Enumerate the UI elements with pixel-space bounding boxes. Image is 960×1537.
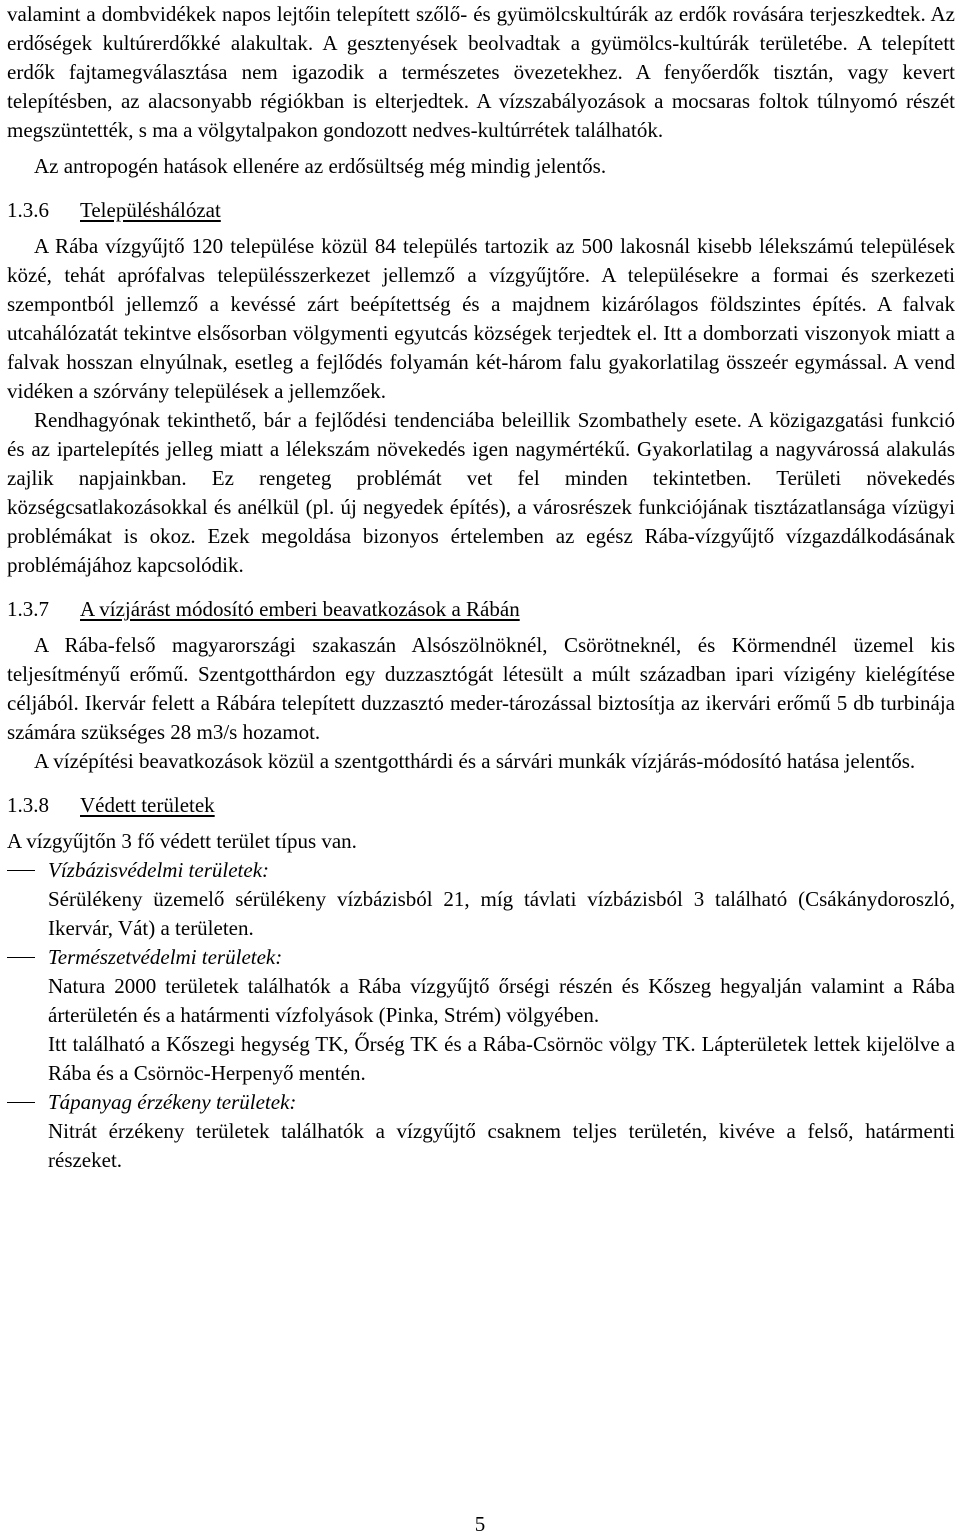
protected-area-item <box>7 943 955 1088</box>
section-heading-1-3-7 <box>7 595 955 624</box>
section-number: 1.3.6 <box>7 198 49 222</box>
page-number: 5 <box>474 1512 486 1536</box>
settlement-paragraph-2: Rendhagyónak tekinthető, bár a fejlődési tendenciába beleillik Szombathely esete. A közigazgatási funkció és az ipartelepítés jelleg miatt a lélekszám növekedés igen nagymértékű. Gyakorlatilag a nagyvárossá alakulás zajlik napjainkban. Ez rengeteg problémát vet fel minden tekintetben. Területi növekedés községcsatlakozásokkal és anélkül (pl. új negyedek építés), a városrészek funkciójának tisztázatlansága vízügyi problémákat is okoz. Ezek megoldása bizonyos értelemben az egész Rába-vízgyűjtő vízgazdálkodásának problémájához kapcsolódik. <box>7 408 955 577</box>
item-label: Vízbázisvédelmi területek: <box>48 858 270 882</box>
section-title: Településhálózat <box>80 198 221 222</box>
item-text: Itt található a Kőszegi hegység TK, Őrség TK és a Rába-Csörnöc völgy TK. Lápterületek lettek kijelölve a Rába és a Csörnöc-Herpenyő mentén. <box>48 1032 955 1085</box>
item-text: Sérülékeny üzemelő sérülékeny vízbázisból 21, míg távlati vízbázisból 3 található (Csákánydoroszló, Ikervár, Vát) a területen. <box>48 887 955 940</box>
settlement-paragraph-1: A Rába vízgyűjtő 120 települése közül 84 település tartozik az 500 lakosnál kisebb lélekszámú települések közé, tehát aprófalvas településszerkezet jellemző a vízgyűjtőre. A településekre a formai és szerkezeti szempontból jellemző a kevéssé zárt beépítettség és a majdnem kizárólagos földszintes építés. A falvak utcahálózatát tekintve elsősorban völgymenti egyutcás községek terjedtek el. Itt a domborzati viszonyok miatt a falvak hosszan elnyúlnak, esetleg a fejlődés folyamán két-három falu gyakorlatilag összeér egymással. A vend vidéken a szórvány települések a jellemzőek. <box>7 234 955 403</box>
section-heading-1-3-6 <box>7 196 955 225</box>
protected-area-item <box>7 856 955 943</box>
section-title: A vízjárást módosító emberi beavatkozások a Rábán <box>80 597 520 621</box>
protected-area-item <box>7 1088 955 1175</box>
section-title: Védett területek <box>80 793 215 817</box>
dash-bullet <box>7 957 35 958</box>
dash-bullet <box>7 1102 35 1103</box>
intervention-paragraph-1: A Rába-felső magyarországi szakaszán Alsószölnöknél, Csörötneknél, és Körmendnél üzemel kis teljesítményű erőmű. Szentgotthárdon egy duzzasztógát létesült a múlt században ipari vízigény kielégítése céljából. Ikervár felett a Rábára telepített duzzasztó meder-tározással biztosítja az ikervári erőmű 5 db turbinája számára szükséges 28 m3/s hozamot. <box>7 633 955 744</box>
section-number: 1.3.7 <box>7 597 49 621</box>
intro-paragraph: valamint a dombvidékek napos lejtőin telepített szőlő- és gyümölcskultúrák az erdők rovására terjeszkedtek. Az erdőségek kultúrerdőkké alakultak. A gesztenyések beolvadtak a gyümölcs-kultúrák területébe. A telepített erdők fajtamegválasztása nem igazodik a természetes övezetekhez. A fenyőerdők tisztán, vagy kevert telepítésben, az alacsonyabb régiókban is elterjedtek. A vízszabályozások a mocsaras foltok túlnyomó részét megszüntették, s ma a völgytalpakon gondozott nedves-kultúrrétek találhatók. <box>7 2 955 142</box>
protected-areas-intro: A vízgyűjtőn 3 fő védett terület típus van. <box>7 829 357 853</box>
item-label: Természetvédelmi területek: <box>48 945 283 969</box>
item-label: Tápanyag érzékeny területek: <box>48 1090 297 1114</box>
item-text: Natura 2000 területek találhatók a Rába vízgyűjtő őrségi részén és Kőszeg hegyalján valamint a Rába árterületén és a határmenti vízfolyások (Pinka, Strém) völgyében. <box>48 974 955 1027</box>
dash-bullet <box>7 870 35 871</box>
intro-paragraph-2: Az antropogén hatások ellenére az erdősültség még mindig jelentős. <box>34 154 607 178</box>
document-page <box>7 0 955 1175</box>
intervention-paragraph-2: A vízépítési beavatkozások közül a szentgotthárdi és a sárvári munkák vízjárás-módosító hatása jelentős. <box>34 749 916 773</box>
item-text: Nitrát érzékeny területek találhatók a vízgyűjtő csaknem teljes területén, kivéve a felső, határmenti részeket. <box>48 1119 955 1172</box>
section-heading-1-3-8 <box>7 791 955 820</box>
section-number: 1.3.8 <box>7 793 49 817</box>
